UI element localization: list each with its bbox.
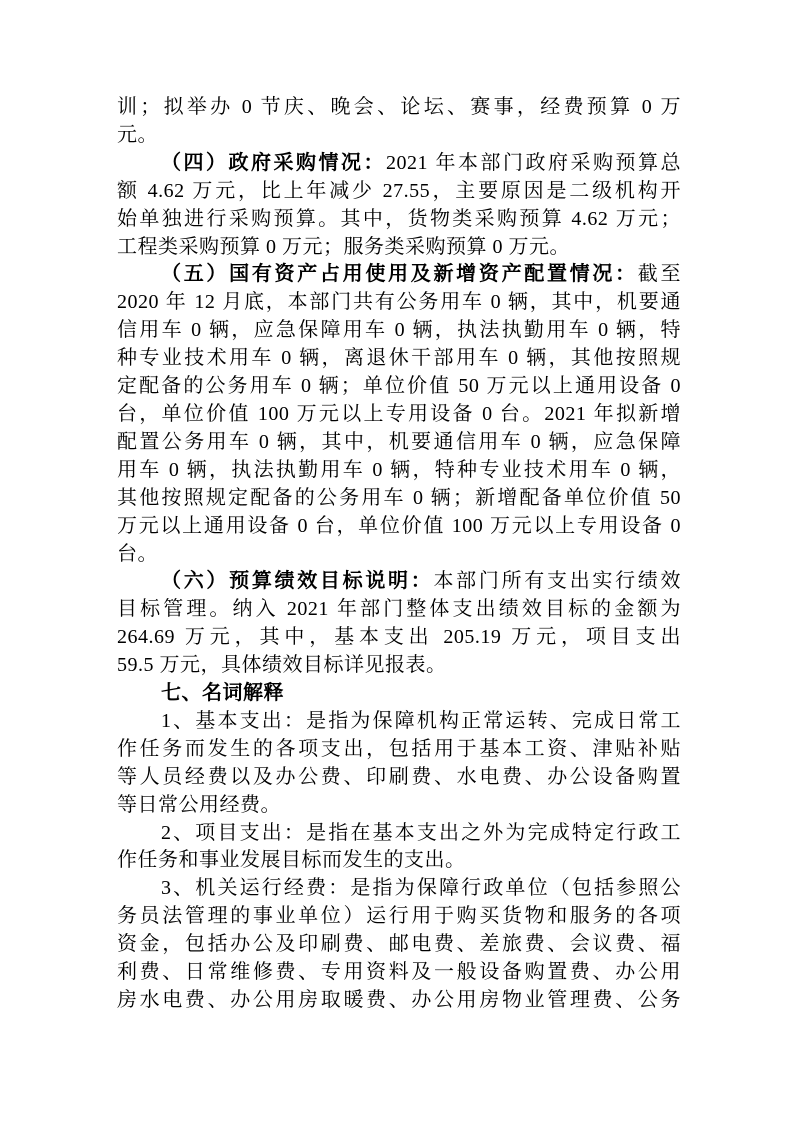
text-line: 2、项目支出：是指在基本支出之外为完成特定行政工: [161, 821, 681, 844]
text-line: 配置公务用车 0 辆，其中，机要通信用车 0 辆，应急保障: [117, 430, 681, 453]
text-line: 264.69 万元，其中，基本支出 205.19 万元，项目支出: [117, 626, 681, 649]
text-line: 定配备的公务用车 0 辆；单位价值 50 万元以上通用设备 0: [117, 375, 681, 398]
text-line: 作任务而发生的各项支出，包括用于基本工资、津贴补贴: [117, 737, 681, 760]
text-line: 万元以上通用设备 0 台，单位价值 100 万元以上专用设备 0: [117, 514, 681, 537]
text-line: 始单独进行采购预算。其中，货物类采购预算 4.62 万元；: [117, 207, 681, 230]
text-line: 等日常公用经费。: [117, 793, 281, 816]
text-line: 用车 0 辆，执法执勤用车 0 辆，特种专业技术用车 0 辆，: [117, 458, 681, 481]
text-line: 1、基本支出：是指为保障机构正常运转、完成日常工: [161, 709, 681, 732]
bold-heading: （五）国有资产占用使用及新增资产配置情况：: [161, 263, 638, 286]
text-line: 目标管理。纳入 2021 年部门整体支出绩效目标的金额为: [117, 598, 681, 621]
text-line: 2020 年 12 月底，本部门共有公务用车 0 辆，其中，机要通: [117, 291, 681, 314]
text-line: （六）预算绩效目标说明：本部门所有支出实行绩效: [161, 570, 682, 593]
text-line: 元。: [117, 123, 158, 146]
text-line: 务员法管理的事业单位）运行用于购买货物和服务的各项: [117, 905, 681, 928]
text-line: 台。: [117, 542, 158, 565]
text-line: 房水电费、办公用房取暖费、办公用房物业管理费、公务: [117, 989, 681, 1011]
text-line: 工程类采购预算 0 万元；服务类采购预算 0 万元。: [117, 235, 570, 258]
text-line: 额 4.62 万元，比上年减少 27.55，主要原因是二级机构开: [117, 179, 681, 202]
text-line: 利费、日常维修费、专用资料及一般设备购置费、办公用: [117, 961, 681, 984]
bold-heading: （六）预算绩效目标说明：: [161, 570, 434, 593]
bold-heading: （四）政府采购情况：: [161, 151, 386, 174]
text-line: 59.5 万元，具体绩效目标详见报表。: [117, 654, 447, 677]
text-line: （五）国有资产占用使用及新增资产配置情况：截至: [161, 263, 682, 286]
text-line: 训；拟举办 0 节庆、晚会、论坛、赛事，经费预算 0 万: [117, 96, 681, 118]
text-line: 台，单位价值 100 万元以上专用设备 0 台。2021 年拟新增: [117, 402, 681, 425]
text-line: 作任务和事业发展目标而发生的支出。: [117, 849, 466, 872]
document-body: [117, 94, 681, 1015]
text-line: 3、机关运行经费：是指为保障行政单位（包括参照公: [161, 877, 681, 900]
text-line: 其他按照规定配备的公务用车 0 辆；新增配备单位价值 50: [117, 486, 681, 509]
text-line: [117, 680, 681, 708]
text-line: 信用车 0 辆，应急保障用车 0 辆，执法执勤用车 0 辆，特: [117, 319, 681, 342]
bold-heading: 七、名词解释: [161, 682, 284, 705]
text-line: 资金，包括办公及印刷费、邮电费、差旅费、会议费、福: [117, 933, 681, 956]
text-line: （四）政府采购情况：2021 年本部门政府采购预算总: [161, 151, 681, 174]
text-line: 等人员经费以及办公费、印刷费、水电费、办公设备购置: [117, 765, 681, 788]
text-line: 种专业技术用车 0 辆，离退休干部用车 0 辆，其他按照规: [117, 347, 681, 370]
